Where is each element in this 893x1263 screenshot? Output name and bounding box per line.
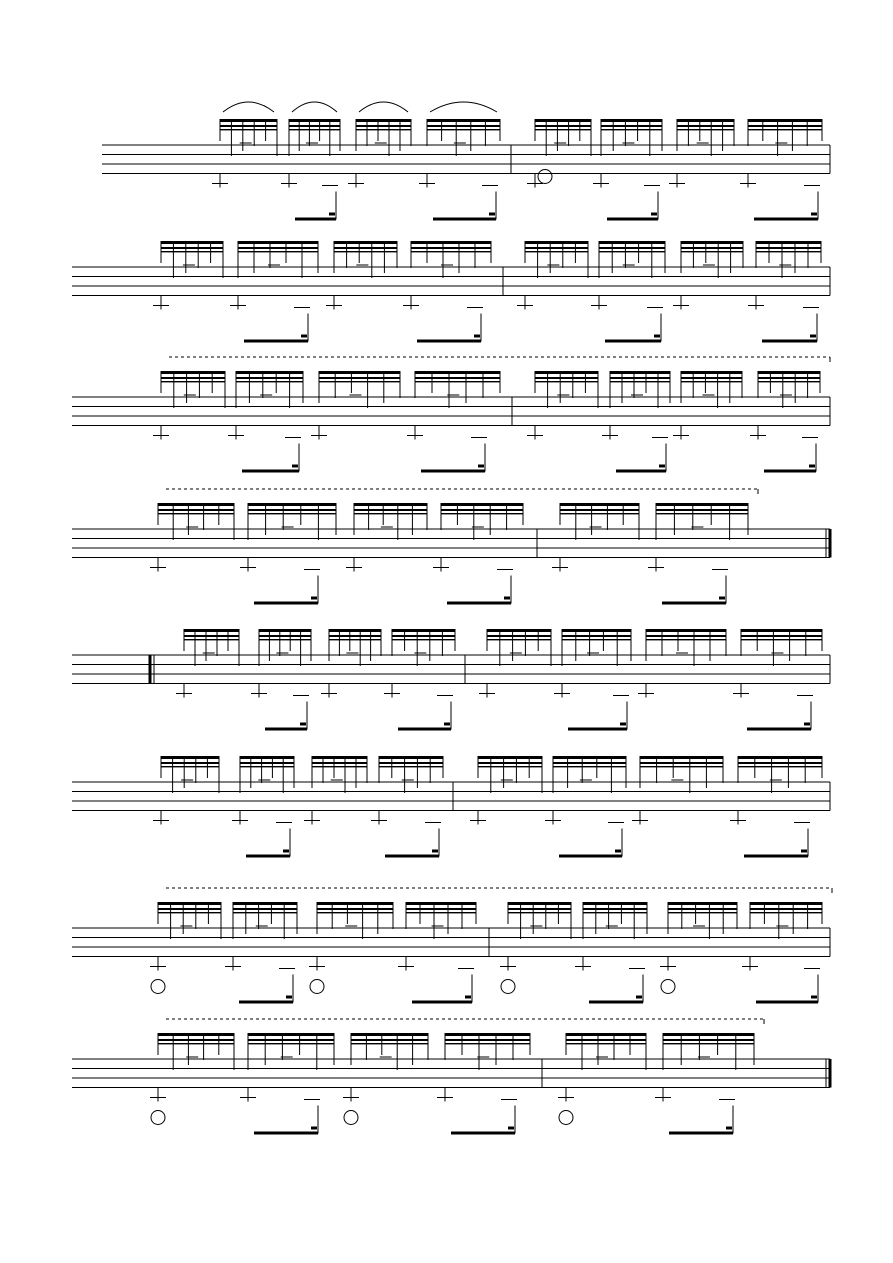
beam-tertiary [427,129,500,130]
beam-secondary [236,377,303,379]
beam-secondary [656,509,748,511]
slur [359,102,408,112]
beam-primary [233,902,297,905]
bass-flag [804,723,810,726]
beam-secondary [738,762,822,764]
beam-primary [562,629,631,632]
beam-tertiary [158,513,234,514]
beam-secondary [158,509,234,511]
bass-beam [605,340,661,343]
beam-tertiary [681,251,743,252]
bass-flag [504,597,510,600]
beam-primary [158,1033,234,1036]
beam-secondary [334,247,397,249]
bass-flag [301,335,307,338]
bass-flag [636,996,642,999]
bass-flag [654,335,660,338]
beam-primary [646,629,726,632]
open-notehead [559,1111,573,1125]
open-notehead [151,980,165,994]
beam-tertiary [756,251,821,252]
beam-secondary [248,1039,334,1041]
beam-secondary [681,247,743,249]
beam-secondary [748,125,822,127]
beam-secondary [663,1039,754,1041]
bass-beam [412,1001,472,1004]
beam-tertiary [553,766,626,767]
beam-tertiary [663,1043,754,1044]
beam-tertiary [161,766,219,767]
beam-secondary [681,377,742,379]
bass-flag [801,850,807,853]
bass-beam [747,728,811,731]
beam-tertiary [411,251,491,252]
beam-primary [681,371,742,374]
beam-primary [236,371,303,374]
beam-primary [319,371,400,374]
beam-tertiary [750,912,822,913]
beam-primary [289,119,340,122]
beam-primary [259,629,311,632]
beam-secondary [354,509,427,511]
beam-primary [750,902,822,905]
beam-primary [240,756,294,759]
bass-beam [754,218,818,221]
beam-primary [248,503,336,506]
beam-primary [553,756,626,759]
bass-flag [286,996,292,999]
beam-tertiary [379,766,443,767]
bass-flag [465,996,471,999]
beam-secondary [535,377,598,379]
bass-beam [762,340,817,343]
beam-tertiary [312,766,367,767]
beam-tertiary [248,513,336,514]
beam-primary [158,902,221,905]
beam-tertiary [738,766,822,767]
beam-primary [354,503,427,506]
beam-primary [535,119,591,122]
beam-secondary [599,247,665,249]
beam-secondary [583,908,647,910]
bass-beam [433,218,496,221]
beam-tertiary [161,381,225,382]
beam-tertiary [566,1043,646,1044]
beam-secondary [601,125,662,127]
bass-beam [254,602,318,605]
beam-tertiary [406,912,476,913]
beam-tertiary [478,766,542,767]
beam-tertiary [508,912,571,913]
bass-beam [451,1132,515,1135]
bass-flag [810,335,816,338]
bass-beam [568,728,627,731]
open-notehead [151,1111,165,1125]
beam-secondary [640,762,723,764]
beam-tertiary [392,639,455,640]
beam-secondary [487,635,551,637]
beam-primary [668,902,737,905]
beam-secondary [560,509,639,511]
beam-tertiary [640,766,723,767]
beam-primary [601,119,662,122]
beam-tertiary [677,129,734,130]
beam-primary [351,1033,428,1036]
beam-tertiary [259,639,311,640]
bass-beam [398,728,451,731]
beam-secondary [508,908,571,910]
beam-tertiary [646,639,726,640]
beam-tertiary [583,912,647,913]
beam-primary [392,629,455,632]
beam-tertiary [329,639,381,640]
beam-tertiary [599,251,665,252]
beam-secondary [415,377,500,379]
bass-flag [811,996,817,999]
open-notehead [661,980,675,994]
beam-tertiary [158,1043,234,1044]
beam-tertiary [415,381,500,382]
beam-primary [640,756,723,759]
bass-flag [311,1127,317,1130]
beam-secondary [238,247,318,249]
beam-primary [356,119,411,122]
bass-beam [764,470,816,473]
bass-flag [651,213,657,216]
bass-beam [589,1001,643,1004]
beam-tertiary [289,129,340,130]
beam-tertiary [525,251,588,252]
open-notehead [538,170,552,184]
beam-secondary [161,247,223,249]
beam-secondary [392,635,455,637]
beam-tertiary [319,381,400,382]
bass-flag [489,213,495,216]
beam-tertiary [240,766,294,767]
beam-secondary [668,908,737,910]
bass-beam [254,1132,318,1135]
beam-tertiary [317,912,393,913]
beam-secondary [319,377,400,379]
beam-secondary [741,635,822,637]
beam-secondary [535,125,591,127]
beam-primary [741,629,822,632]
beam-secondary [566,1039,646,1041]
beam-primary [427,119,500,122]
beam-tertiary [236,381,303,382]
open-notehead [501,980,515,994]
bass-flag [283,850,289,853]
beam-tertiary [601,129,662,130]
beam-primary [445,1033,530,1036]
beam-primary [738,756,822,759]
beam-secondary [610,377,670,379]
beam-primary [535,371,598,374]
beam-secondary [756,247,821,249]
beam-primary [238,241,318,244]
beam-tertiary [562,639,631,640]
beam-tertiary [535,129,591,130]
beam-primary [411,241,491,244]
bass-flag [478,465,484,468]
beam-tertiary [741,639,822,640]
beam-tertiary [758,381,820,382]
beam-secondary [351,1039,428,1041]
bass-beam [239,1001,293,1004]
beam-primary [748,119,822,122]
slur [430,102,497,112]
bass-flag [300,723,306,726]
beam-secondary [317,908,393,910]
beam-primary [158,503,234,506]
beam-secondary [184,635,239,637]
slur [292,102,337,112]
beam-primary [681,241,743,244]
beam-primary [415,371,500,374]
bass-flag [659,465,665,468]
beam-primary [478,756,542,759]
beam-primary [220,119,277,122]
beam-secondary [379,762,443,764]
beam-tertiary [351,1043,428,1044]
bass-flag [474,335,480,338]
beam-primary [312,756,367,759]
beam-secondary [677,125,734,127]
slur [223,102,274,112]
bass-flag [508,1127,514,1130]
beam-primary [487,629,551,632]
beam-secondary [445,1039,530,1041]
beam-primary [379,756,443,759]
beam-primary [334,241,397,244]
beam-secondary [411,247,491,249]
beam-tertiary [233,912,297,913]
open-notehead [310,980,324,994]
beam-primary [161,756,219,759]
beam-primary [406,902,476,905]
beam-secondary [646,635,726,637]
bass-beam [616,470,666,473]
beam-tertiary [441,513,523,514]
beam-primary [161,241,223,244]
bass-flag [811,213,817,216]
beam-tertiary [158,912,221,913]
beam-secondary [758,377,820,379]
bass-beam [421,470,485,473]
beam-tertiary [184,639,239,640]
bass-beam [385,855,439,858]
bass-beam [417,340,481,343]
bass-flag [292,465,298,468]
bass-flag [444,723,450,726]
beam-tertiary [356,129,411,130]
beam-primary [441,503,523,506]
bass-flag [432,850,438,853]
beam-secondary [248,509,336,511]
bass-beam [756,1001,818,1004]
bass-beam [246,855,290,858]
beam-tertiary [220,129,277,130]
beam-tertiary [748,129,822,130]
bass-beam [447,602,511,605]
beam-secondary [240,762,294,764]
beam-tertiary [238,251,318,252]
beam-secondary [329,635,381,637]
beam-secondary [161,762,219,764]
beam-primary [756,241,821,244]
beam-primary [248,1033,334,1036]
bass-beam [662,602,726,605]
open-notehead [344,1111,358,1125]
beam-secondary [406,908,476,910]
beam-primary [663,1033,754,1036]
beam-secondary [553,762,626,764]
bass-beam [559,855,622,858]
beam-secondary [750,908,822,910]
bass-beam [244,340,308,343]
bass-flag [809,465,815,468]
beam-secondary [562,635,631,637]
beam-primary [184,629,239,632]
bass-beam [295,218,336,221]
beam-secondary [525,247,588,249]
beam-tertiary [610,381,670,382]
beam-tertiary [681,381,742,382]
beam-primary [329,629,381,632]
beam-secondary [161,377,225,379]
beam-secondary [478,762,542,764]
beam-primary [525,241,588,244]
beam-secondary [220,125,277,127]
beam-primary [566,1033,646,1036]
beam-primary [677,119,734,122]
beam-primary [656,503,748,506]
beam-primary [583,902,647,905]
beam-primary [317,902,393,905]
bass-beam [265,728,307,731]
beam-tertiary [161,251,223,252]
bass-flag [726,1127,732,1130]
bass-beam [607,218,658,221]
beam-tertiary [487,639,551,640]
beam-secondary [158,1039,234,1041]
beam-secondary [312,762,367,764]
beam-primary [508,902,571,905]
beam-tertiary [656,513,748,514]
beam-primary [610,371,670,374]
bass-flag [329,213,335,216]
bass-flag [311,597,317,600]
beam-tertiary [668,912,737,913]
beam-tertiary [354,513,427,514]
beam-tertiary [445,1043,530,1044]
beam-tertiary [248,1043,334,1044]
beam-secondary [356,125,411,127]
beam-tertiary [535,381,598,382]
beam-primary [560,503,639,506]
beam-primary [599,241,665,244]
beam-secondary [427,125,500,127]
beam-primary [758,371,820,374]
bass-flag [719,597,725,600]
beam-secondary [233,908,297,910]
beam-tertiary [334,251,397,252]
bass-beam [242,470,299,473]
beam-secondary [441,509,523,511]
beam-primary [161,371,225,374]
bass-flag [615,850,621,853]
bass-flag [620,723,626,726]
bass-beam [669,1132,733,1135]
beam-secondary [289,125,340,127]
beam-secondary [259,635,311,637]
beam-tertiary [560,513,639,514]
beam-secondary [158,908,221,910]
bass-beam [744,855,808,858]
